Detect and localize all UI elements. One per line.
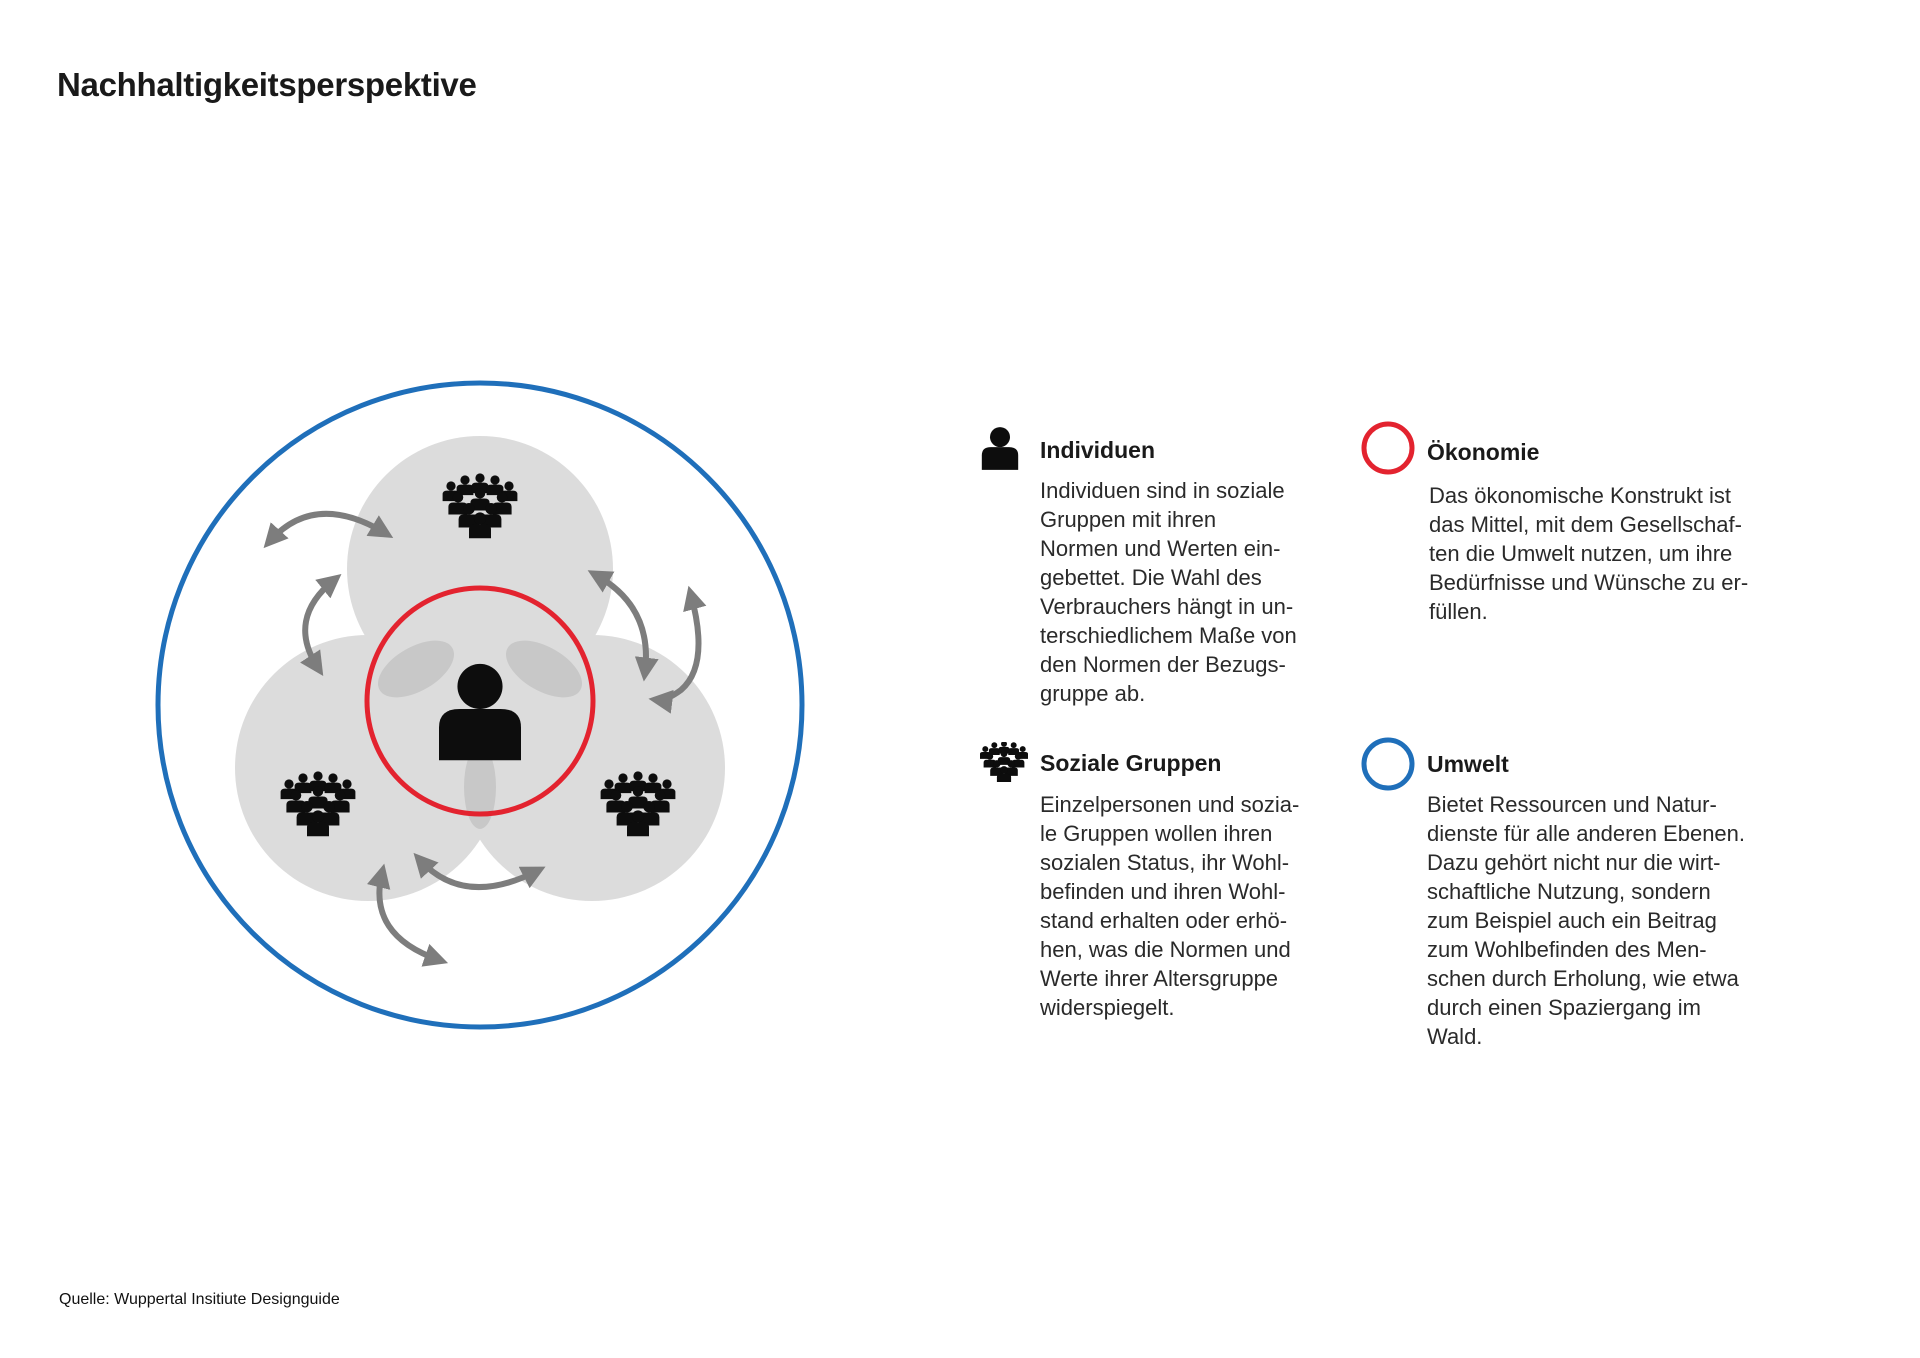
blue-circle-icon [1360,736,1416,792]
red-circle-icon [1360,420,1416,476]
source-note: Quelle: Wuppertal Insitiute Designguide [59,1291,340,1308]
legend-desc-soziale-gruppen: Einzelpersonen und sozia- le Gruppen wollen ihren sozialen Status, ihr Wohl- befinden und ihren Wohl- stand erhalten oder erhö- hen, was die Normen und Werte ihrer Altersgruppe widerspiegelt. [1040,792,1300,1020]
legend-desc-oekonomie: Das ökonomische Konstrukt ist das Mittel, mit dem Gesellschaf- ten die Umwelt nutzen, um ihre Bedürfnisse und Wünsche zu er- füllen. [1429,483,1749,624]
legend-title-individuen: Individuen [1040,437,1155,463]
page-title: Nachhaltigkeitsperspektive [57,66,477,103]
sustainability-diagram [150,375,810,1035]
legend-title-oekonomie: Ökonomie [1427,439,1540,465]
legend-desc-individuen: Individuen sind in soziale Gruppen mit ihren Normen und Werten ein- gebettet. Die Wahl des Verbrauchers hängt in un- terschiedlichem Maße von den Normen der Bezugs- gruppe ab. [1040,478,1297,706]
legend-title-umwelt: Umwelt [1427,751,1509,777]
legend-desc-umwelt: Bietet Ressourcen und Natur- dienste für alle anderen Ebenen. Dazu gehört nicht nur die wirt- schaftliche Nutzung, sondern zum Beispiel auch ein Beitrag zum Wohlbefinden des Men- schen durch Erholung, wie etwa durch einen Spaziergang im Wald. [1427,792,1746,1049]
person-icon [980,424,1020,472]
legend-title-soziale-gruppen: Soziale Gruppen [1040,750,1222,776]
group-icon [980,742,1028,782]
